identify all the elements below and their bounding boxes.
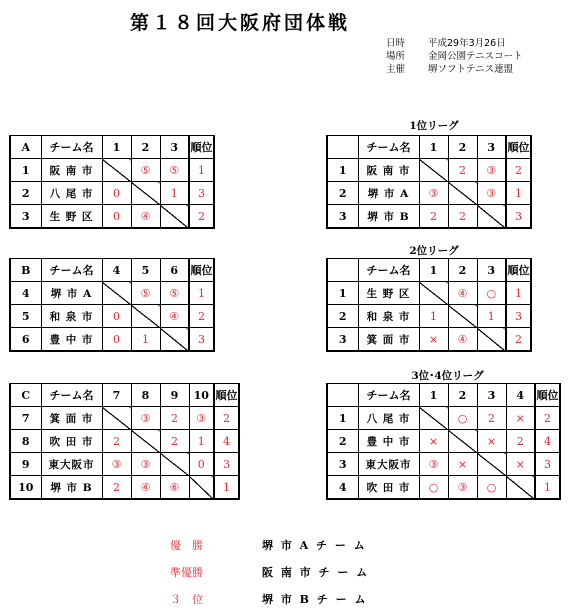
team-name: 豊 中 市 (41, 328, 102, 352)
self-match-cell (160, 205, 189, 229)
team-name-header: チーム名 (358, 259, 419, 282)
self-match-cell (506, 476, 535, 500)
table-row (10, 430, 239, 453)
team-name: 堺 市 B (41, 476, 102, 500)
team-rank: 2 (189, 305, 214, 328)
match-score: 2 (419, 205, 448, 229)
opponent-header: 1 (419, 259, 448, 282)
team-rank: 3 (506, 305, 531, 328)
team-name: 和 泉 市 (358, 305, 419, 328)
team-name: 生 野 区 (41, 205, 102, 229)
match-score: ○ (477, 282, 506, 305)
match-score: 2 (506, 430, 535, 453)
match-score: 1 (160, 182, 189, 205)
opponent-header: 4 (102, 259, 131, 282)
table-header-row (327, 136, 531, 159)
self-match-cell (102, 282, 131, 305)
table-row (327, 305, 531, 328)
match-score: 1 (189, 430, 214, 453)
table-row (10, 407, 239, 430)
match-score: 0 (102, 328, 131, 352)
table-row (327, 430, 560, 453)
team-name: 堺 市 A (358, 182, 419, 205)
self-match-cell (102, 159, 131, 182)
match-score: × (477, 430, 506, 453)
info-organizer: 主催 堺ソフトテニス連盟 (386, 64, 514, 75)
self-match-cell (131, 430, 160, 453)
match-score: 0 (102, 205, 131, 229)
match-score: 2 (102, 476, 131, 500)
self-match-cell (131, 182, 160, 205)
match-score: ④ (131, 476, 160, 500)
rank-header: 順位 (214, 384, 239, 407)
match-score: ③ (419, 453, 448, 476)
team-name: 阪 南 市 (358, 159, 419, 182)
match-score: × (448, 453, 477, 476)
match-score: 2 (448, 205, 477, 229)
match-score: 2 (102, 430, 131, 453)
table-row (10, 476, 239, 500)
table-row (10, 305, 214, 328)
team-number: 2 (327, 430, 358, 453)
match-score: ⑤ (160, 282, 189, 305)
match-score: ③ (477, 159, 506, 182)
group-a-table (9, 135, 215, 229)
group-label (327, 136, 358, 159)
team-number: 8 (10, 430, 41, 453)
opponent-header: 2 (448, 384, 477, 407)
team-rank: 2 (189, 205, 214, 229)
self-match-cell (419, 407, 448, 430)
match-score: × (419, 430, 448, 453)
match-score: ④ (160, 305, 189, 328)
opponent-header: 9 (160, 384, 189, 407)
team-number: 1 (327, 407, 358, 430)
opponent-header: 2 (131, 136, 160, 159)
opponent-header: 1 (102, 136, 131, 159)
team-rank: 3 (189, 182, 214, 205)
group-label (327, 384, 358, 407)
team-name: 和 泉 市 (41, 305, 102, 328)
match-score: × (419, 328, 448, 352)
match-score: ③ (102, 453, 131, 476)
team-rank: 4 (535, 430, 560, 453)
league-2-table (326, 258, 532, 352)
opponent-header: 6 (160, 259, 189, 282)
table-row (327, 282, 531, 305)
match-score: × (506, 453, 535, 476)
team-rank: 1 (189, 159, 214, 182)
result-3: ３ 位 堺 市 B チ ー ム (170, 593, 368, 606)
team-number: 5 (10, 305, 41, 328)
group-c-table (9, 383, 240, 500)
team-rank: 2 (506, 159, 531, 182)
team-number: 1 (327, 159, 358, 182)
match-score: 2 (160, 407, 189, 430)
rank-header: 順位 (506, 136, 531, 159)
league-2-title: 2位リーグ (409, 245, 459, 257)
team-rank: 2 (535, 407, 560, 430)
match-score: ③ (189, 407, 214, 430)
table-header-row (10, 136, 214, 159)
match-score: 2 (160, 430, 189, 453)
table-row (10, 182, 214, 205)
info-date: 日時 平成29年3月26日 (386, 38, 506, 49)
rank-header: 順位 (189, 259, 214, 282)
self-match-cell (131, 305, 160, 328)
match-score: ③ (131, 407, 160, 430)
team-rank: 1 (535, 476, 560, 500)
match-score: ⑤ (131, 282, 160, 305)
league-1-table (326, 135, 532, 229)
opponent-header: 5 (131, 259, 160, 282)
info-venue: 場所 金岡公園テニスコート (386, 51, 523, 62)
group-label (327, 259, 358, 282)
team-name: 吹 田 市 (41, 430, 102, 453)
team-rank: 3 (535, 453, 560, 476)
match-score: ④ (131, 205, 160, 229)
match-score: ○ (448, 407, 477, 430)
team-number: 3 (327, 205, 358, 229)
self-match-cell (477, 328, 506, 352)
table-row (10, 328, 214, 352)
team-number: 1 (10, 159, 41, 182)
self-match-cell (477, 453, 506, 476)
self-match-cell (448, 182, 477, 205)
opponent-header: 7 (102, 384, 131, 407)
self-match-cell (477, 205, 506, 229)
table-row (10, 282, 214, 305)
match-score: ③ (419, 182, 448, 205)
team-name: 豊 中 市 (358, 430, 419, 453)
table-row (10, 159, 214, 182)
group-label: C (10, 384, 41, 407)
result-1: 優 勝 堺 市 A チ ー ム (170, 539, 367, 552)
team-number: 4 (327, 476, 358, 500)
match-score: 0 (189, 453, 214, 476)
team-name: 阪 南 市 (41, 159, 102, 182)
team-number: 7 (10, 407, 41, 430)
table-row (10, 453, 239, 476)
team-name-header: チーム名 (41, 136, 102, 159)
team-rank: 2 (214, 407, 239, 430)
team-number: 3 (327, 328, 358, 352)
team-rank: 1 (506, 182, 531, 205)
match-score: ③ (448, 476, 477, 500)
self-match-cell (448, 430, 477, 453)
self-match-cell (160, 328, 189, 352)
opponent-header: 10 (189, 384, 214, 407)
self-match-cell (448, 305, 477, 328)
table-row (10, 205, 214, 229)
team-name: 東大阪市 (41, 453, 102, 476)
team-name-header: チーム名 (358, 136, 419, 159)
team-number: 2 (327, 182, 358, 205)
group-label: B (10, 259, 41, 282)
rank-header: 順位 (506, 259, 531, 282)
team-name-header: チーム名 (41, 384, 102, 407)
team-name-header: チーム名 (41, 259, 102, 282)
opponent-header: 2 (448, 259, 477, 282)
team-number: 9 (10, 453, 41, 476)
league-3-title: 3位･4位リーグ (411, 370, 484, 382)
self-match-cell (419, 282, 448, 305)
match-score: ⑤ (160, 159, 189, 182)
league-3-table (326, 383, 561, 500)
match-score: 2 (477, 407, 506, 430)
table-row (327, 182, 531, 205)
table-row (327, 328, 531, 352)
match-score: ○ (419, 476, 448, 500)
rank-header: 順位 (535, 384, 560, 407)
opponent-header: 3 (160, 136, 189, 159)
match-score: 1 (419, 305, 448, 328)
match-score: ④ (448, 282, 477, 305)
league-1-title: 1位リーグ (409, 120, 459, 132)
team-number: 10 (10, 476, 41, 500)
team-number: 3 (10, 205, 41, 229)
self-match-cell (160, 453, 189, 476)
team-rank: 4 (214, 430, 239, 453)
match-score: 2 (448, 159, 477, 182)
team-number: 1 (327, 282, 358, 305)
team-number: 4 (10, 282, 41, 305)
team-rank: 3 (214, 453, 239, 476)
opponent-header: 8 (131, 384, 160, 407)
opponent-header: 3 (477, 136, 506, 159)
opponent-header: 4 (506, 384, 535, 407)
team-name: 箕 面 市 (41, 407, 102, 430)
team-number: 3 (327, 453, 358, 476)
team-rank: 2 (506, 328, 531, 352)
table-header-row (10, 384, 239, 407)
group-label: A (10, 136, 41, 159)
table-header-row (10, 259, 214, 282)
rank-header: 順位 (189, 136, 214, 159)
team-rank: 3 (506, 205, 531, 229)
table-row (327, 159, 531, 182)
team-number: 2 (327, 305, 358, 328)
team-name: 生 野 区 (358, 282, 419, 305)
match-score: ○ (477, 476, 506, 500)
match-score: 1 (131, 328, 160, 352)
match-score: ③ (131, 453, 160, 476)
self-match-cell (189, 476, 214, 500)
page-title: 第１８回大阪府団体戦 (130, 12, 351, 34)
match-score: ⑥ (160, 476, 189, 500)
group-b-table (9, 258, 215, 352)
team-rank: 1 (214, 476, 239, 500)
team-number: 6 (10, 328, 41, 352)
opponent-header: 2 (448, 136, 477, 159)
opponent-header: 3 (477, 259, 506, 282)
team-name: 箕 面 市 (358, 328, 419, 352)
match-score: ④ (448, 328, 477, 352)
table-row (327, 205, 531, 229)
match-score: 0 (102, 305, 131, 328)
self-match-cell (102, 407, 131, 430)
table-header-row (327, 384, 560, 407)
match-score: ⑤ (131, 159, 160, 182)
opponent-header: 1 (419, 384, 448, 407)
match-score: 1 (477, 305, 506, 328)
match-score: × (506, 407, 535, 430)
event-info (386, 37, 523, 76)
self-match-cell (419, 159, 448, 182)
result-2: 準優勝 阪 南 市 チ ー ム (170, 566, 370, 579)
match-score: ③ (477, 182, 506, 205)
team-name: 八 尾 市 (358, 407, 419, 430)
team-rank: 1 (189, 282, 214, 305)
table-row (327, 453, 560, 476)
team-name: 吹 田 市 (358, 476, 419, 500)
opponent-header: 3 (477, 384, 506, 407)
table-header-row (327, 259, 531, 282)
opponent-header: 1 (419, 136, 448, 159)
team-name: 八 尾 市 (41, 182, 102, 205)
team-rank: 3 (189, 328, 214, 352)
team-name: 堺 市 A (41, 282, 102, 305)
team-name-header: チーム名 (358, 384, 419, 407)
table-row (327, 407, 560, 430)
team-rank: 1 (506, 282, 531, 305)
team-number: 2 (10, 182, 41, 205)
team-name: 堺 市 B (358, 205, 419, 229)
match-score: 0 (102, 182, 131, 205)
table-row (327, 476, 560, 500)
team-name: 東大阪市 (358, 453, 419, 476)
